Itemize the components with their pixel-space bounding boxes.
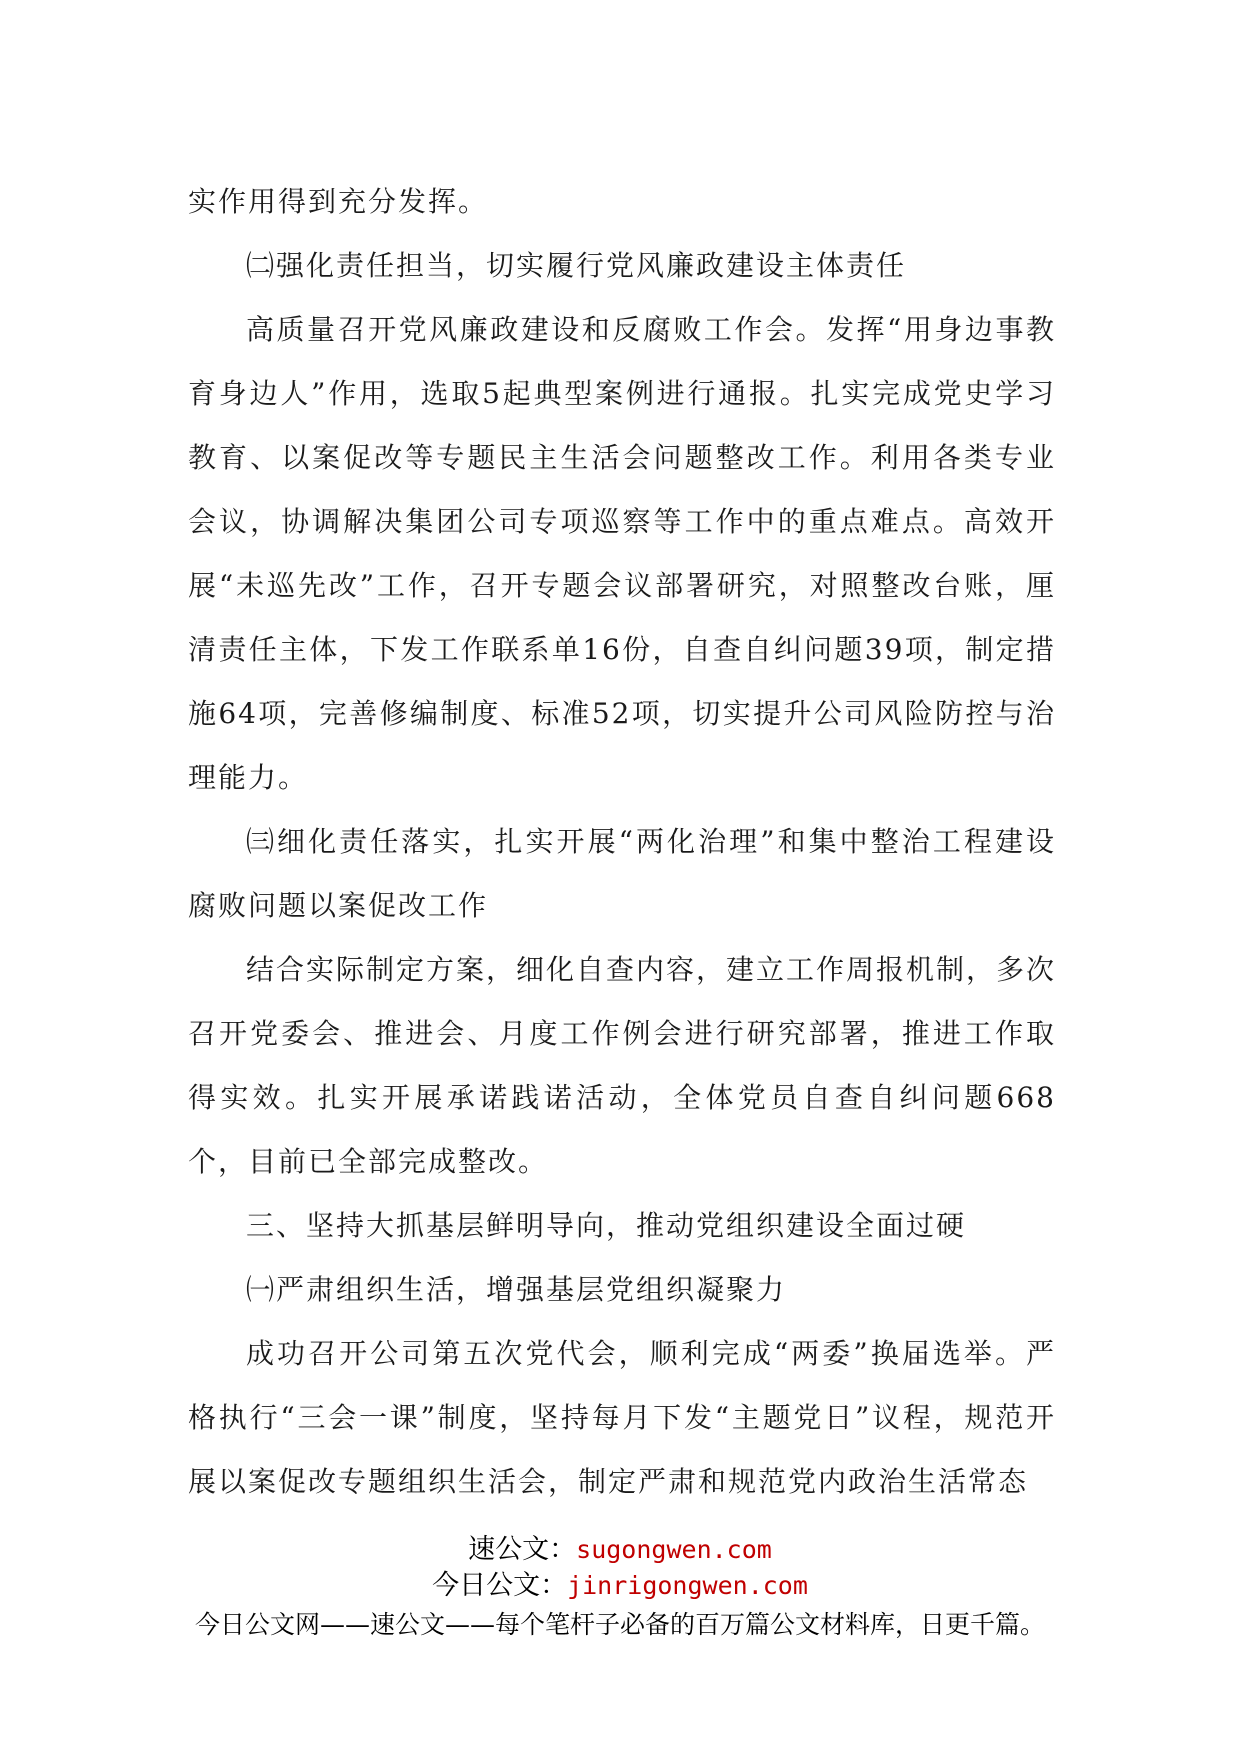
subheading-1: ㈠严肃组织生活，增强基层党组织凝聚力 — [246, 1273, 787, 1306]
section-heading-3: 三、坚持大抓基层鲜明导向，推动党组织建设全面过硬 — [246, 1209, 967, 1242]
subheading-3: ㈢细化责任落实，扎实开展“两化治理”和集中整治工程建设腐败问题以案促改工作 — [188, 825, 1056, 922]
document-body — [188, 170, 1056, 1514]
footer-link-jinrigongwen[interactable]: jinrigongwen.com — [567, 1571, 808, 1600]
footer-link-sugongwen[interactable]: sugongwen.com — [576, 1535, 772, 1564]
watermark-footer — [0, 1532, 1240, 1644]
footer-label-jinrigongwen: 今日公文： — [432, 1570, 568, 1601]
footer-line-jinrigongwen — [0, 1568, 1240, 1604]
footer-label-sugongwen: 速公文： — [468, 1534, 577, 1565]
footer-tagline: 今日公文网——速公文——每个笔杆子必备的百万篇公文材料库，日更千篇。 — [194, 1610, 1045, 1639]
paragraph-party-congress: 成功召开公司第五次党代会，顺利完成“两委”换届选举。严格执行“三会一课”制度，坚持每月下发“主题党日”议程，规范开展以案促改专题组织生活会，制定严肃和规范党内政治生活常态 — [188, 1337, 1056, 1498]
paragraph-self-inspection: 结合实际制定方案，细化自查内容，建立工作周报机制，多次召开党委会、推进会、月度工作例会进行研究部署，推进工作取得实效。扎实开展承诺践诺活动，全体党员自查自纠问题668个，目前已全部完成整改。 — [188, 953, 1057, 1178]
paragraph-anticorruption-meeting: 高质量召开党风廉政建设和反腐败工作会。发挥“用身边事教育身边人”作用，选取5起典型案例进行通报。扎实完成党史学习教育、以案促改等专题民主生活会问题整改工作。利用各类专业会议，协调解决集团公司专项巡察等工作中的重点难点。高效开展“未巡先改”工作，召开专题会议部署研究，对照整改台账，厘清责任主体，下发工作联系单16份，自查自纠问题39项，制定措施64项，完善修编制度、标准52项，切实提升公司风险防控与治理能力。 — [188, 313, 1056, 794]
paragraph-continuation: 实作用得到充分发挥。 — [188, 185, 489, 218]
footer-line-sugongwen — [0, 1532, 1240, 1568]
subheading-2: ㈡强化责任担当，切实履行党风廉政建设主体责任 — [246, 249, 907, 282]
